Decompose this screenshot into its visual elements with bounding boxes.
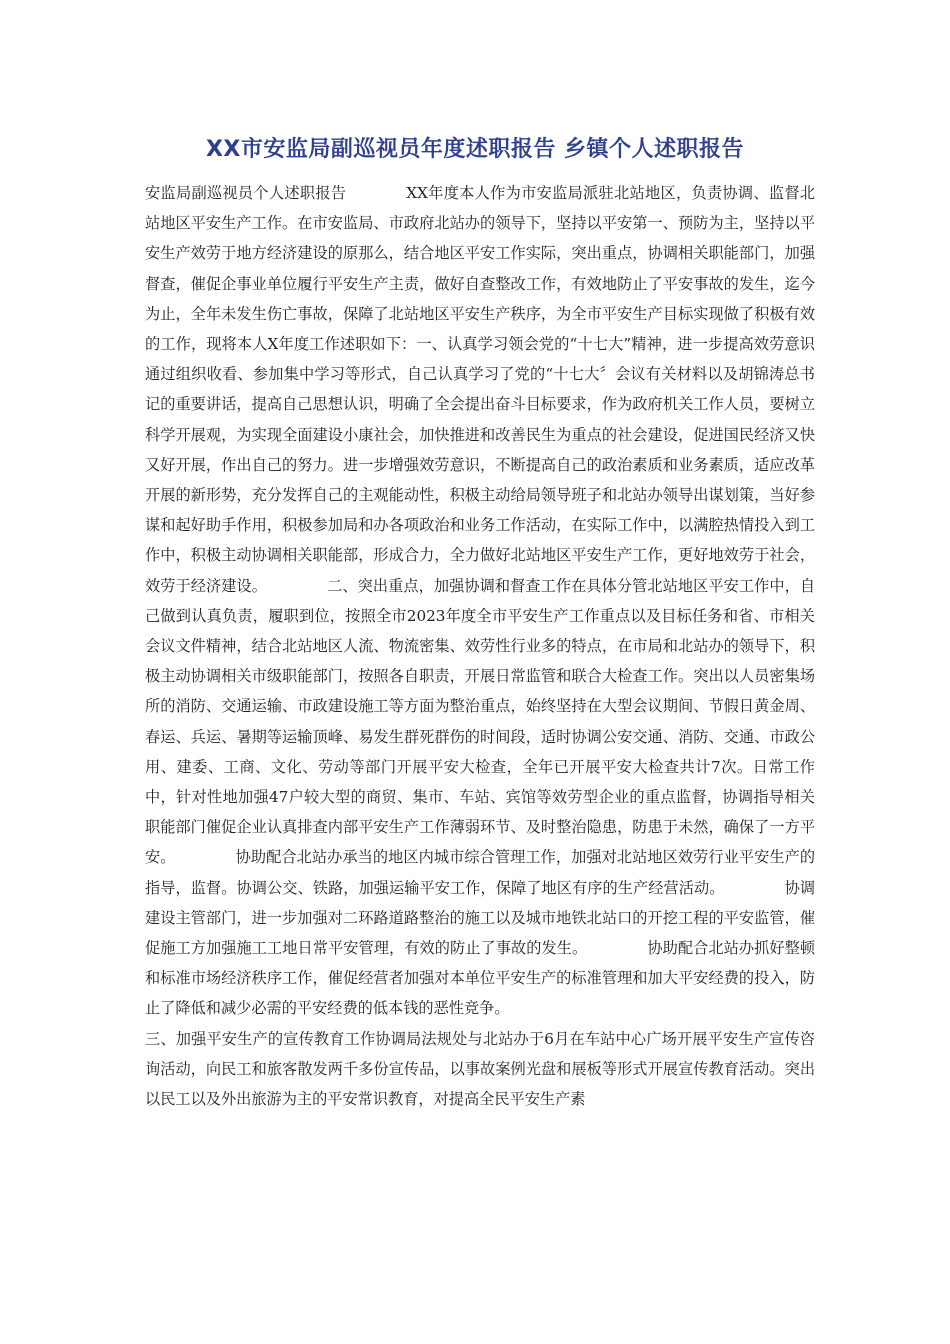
paragraph-2: [145, 1024, 815, 1115]
paragraph-1: [145, 178, 815, 1024]
text-segment: 协调建设主管部门，进一步加强对二环路道路整治的施工以及城市地铁北站口的开挖工程的平安监管，催促施工方加强施工工地日常平安管理，有效的防止了事故的发生。: [145, 878, 815, 958]
text-segment: 协助配合北站办承当的地区内城市综合管理工作，加强对北站地区效劳行业平安生产的指导，监督。协调公交、铁路，加强运输平安工作，保障了地区有序的生产经营活动。: [145, 848, 815, 897]
document-title: XX市安监局副巡视员年度述职报告 乡镇个人述职报告: [205, 137, 745, 162]
document-body: [145, 178, 815, 1114]
text-segment: XX年度本人作为市安监局派驻北站地区，负责协调、监督北站地区平安生产工作。在市安监局、市政府北站办的领导下，坚持以平安第一、预防为主，坚持以平安生产效劳于地方经济建设的原那么，结合地区平安工作实际，突出重点，协调相关职能部门，加强督查，催促企事业单位履行平安生产主责，做好自查整改工作，有效地防止了平安事故的发生，迄今为止，全年未发生伤亡事故，保障了北站地区平安生产秩序，为全市平安生产目标实现做了积极有效的工作，现将本人X年度工作述职如下：一、认真学习领会党的“十七大”精神，进一步提高效劳意识通过组织收看、参加集中学习等形式，自己认真学习了党的“十七大〞会议有关材料以及胡锦涛总书记的重要讲话，提高自己思想认识，明确了全会提出奋斗目标要求，作为政府机关工作人员，要树立科学开展观，为实现全面建设小康社会，加快推进和改善民生为重点的社会建设，促进国民经济又快又好开展，作出自己的努力。进一步增强效劳意识，不断提高自己的政治素质和业务素质，适应改革开展的新形势，充分发挥自己的主观能动性，积极主动给局领导班子和北站办领导出谋划策，当好参谋和起好助手作用，积极参加局和办各项政治和业务工作活动，在实际工作中，以满腔热情投入到工作中，积极主动协调相关职能部，形成合力，全力做好北站地区平安生产工作，更好地效劳于社会，效劳于经济建设。: [145, 184, 816, 595]
text-segment: 三、加强平安生产的宣传教育工作协调局法规处与北站办于6月在车站中心广场开展平安生产宣传咨询活动，向民工和旅客散发两千多份宣传品，以事故案例光盘和展板等形式开展宣传教育活动。突出以民工以及外出旅游为主的平安常识教育，对提高全民平安生产素: [145, 1029, 815, 1109]
text-segment: 协助配合北站办抓好整顿和标准市场经济秩序工作，催促经营者加强对本单位平安生产的标准管理和加大平安经费的投入，防止了降低和减少必需的平安经费的低本钱的恶性竞争。: [145, 939, 815, 1018]
text-segment: 二、突出重点，加强协调和督查工作在具体分管北站地区平安工作中，自己做到认真负责，履职到位，按照全市2023年度全市平安生产工作重点以及目标任务和省、市相关会议文件精神，结合北站地区人流、物流密集、效劳性行业多的特点，在市局和北站办的领导下，积极主动协调相关市级职能部门，按照各自职责，开展日常监管和联合大检查工作。突出以人员密集场所的消防、交通运输、市政建设施工等方面为整治重点，始终坚持在大型会议期间、节假日黄金周、春运、兵运、暑期等运输顶峰、易发生群死群伤的时间段，适时协调公安交通、消防、交通、市政公用、建委、工商、文化、劳动等部门开展平安大检查，全年已开展平安大检查共计7次。日常工作中，针对性地加强47户较大型的商贸、集市、车站、宾馆等效劳型企业的重点监督，协调指导相关职能部门催促企业认真排查内部平安生产工作薄弱环节、及时整治隐患，防患于未然，确保了一方平安。: [145, 576, 815, 867]
text-segment: 安监局副巡视员个人述职报告: [145, 184, 347, 202]
